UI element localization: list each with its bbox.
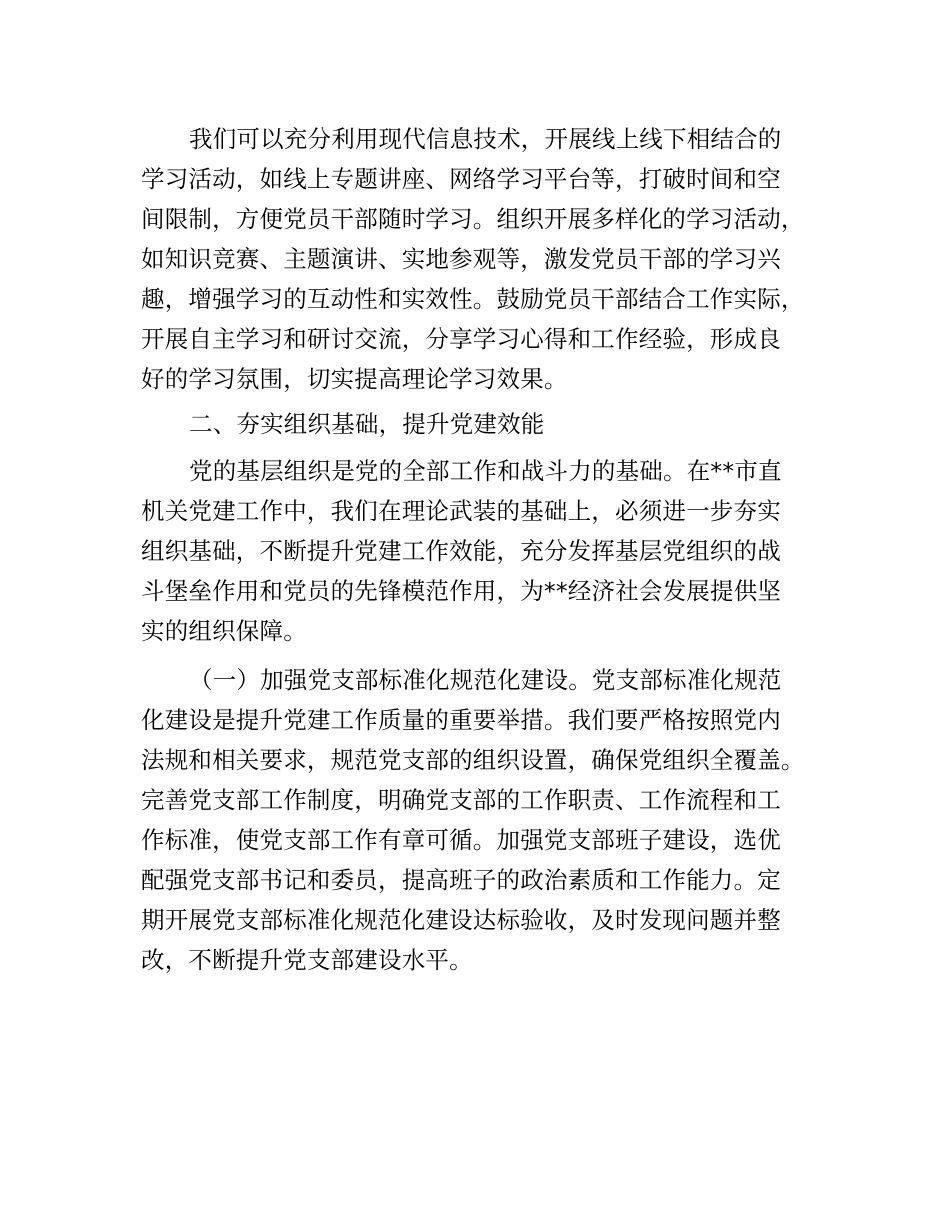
heading-text: 二、夯实组织基础，提升党建效能 <box>189 410 545 438</box>
text-line: 趣，增强学习的互动性和实效性。鼓励党员干部结合工作实际， <box>141 285 805 313</box>
text-line: 组织基础，不断提升党建工作效能，充分发挥基层党组织的战 <box>141 537 781 565</box>
text-line: 化建设是提升党建工作质量的重要举措。我们要严格按照党内 <box>141 706 781 734</box>
text-line: 改，不断提升党支部建设水平。 <box>141 946 473 974</box>
text-line: 配强党支部书记和委员，提高班子的政治素质和工作能力。定 <box>141 866 781 894</box>
text-line: 党的基层组织是党的全部工作和战斗力的基础。在**市直 <box>189 457 782 485</box>
text-line: 机关党建工作中，我们在理论武装的基础上，必须进一步夯实 <box>141 497 781 525</box>
text-line: 法规和相关要求，规范党支部的组织设置，确保党组织全覆盖。 <box>141 746 805 774</box>
text-line: 学习活动，如线上专题讲座、网络学习平台等，打破时间和空 <box>141 165 781 193</box>
section-heading <box>141 404 841 444</box>
text-line: 作标准，使党支部工作有章可循。加强党支部班子建设，选优 <box>141 826 781 854</box>
text-line: 开展自主学习和研讨交流，分享学习心得和工作经验，形成良 <box>141 325 781 353</box>
text-line: （一）加强党支部标准化规范化建设。党支部标准化规范 <box>189 666 782 694</box>
text-line: 实的组织保障。 <box>141 617 307 645</box>
paragraph-online-learning <box>141 119 841 399</box>
text-line: 如知识竞赛、主题演讲、实地参观等，激发党员干部的学习兴 <box>141 245 781 273</box>
text-line: 好的学习氛围，切实提高理论学习效果。 <box>141 365 568 393</box>
text-line: 完善党支部工作制度，明确党支部的工作职责、工作流程和工 <box>141 786 781 814</box>
text-line: 我们可以充分利用现代信息技术，开展线上线下相结合的 <box>189 125 782 153</box>
paragraph-branch-standardization <box>141 660 841 980</box>
text-line: 斗堡垒作用和党员的先锋模范作用，为**经济社会发展提供坚 <box>141 577 782 605</box>
document-body <box>141 119 841 980</box>
paragraph-organization-foundation <box>141 451 841 651</box>
text-line: 期开展党支部标准化规范化建设达标验收，及时发现问题并整 <box>141 906 781 934</box>
text-line: 间限制，方便党员干部随时学习。组织开展多样化的学习活动， <box>141 205 805 233</box>
